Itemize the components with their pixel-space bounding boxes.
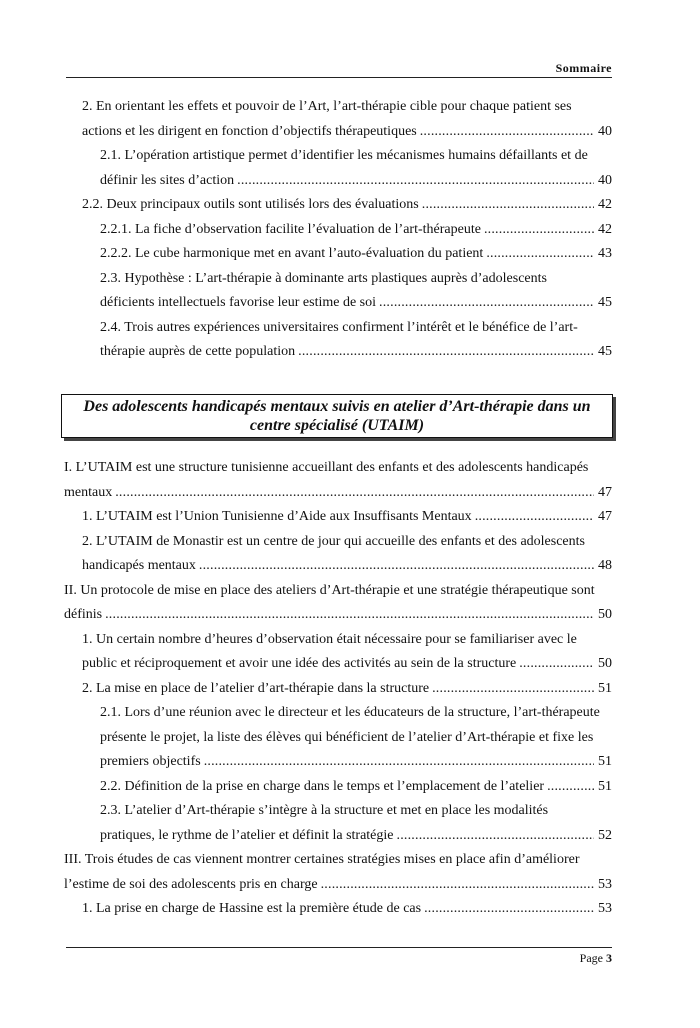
toc-entry-text: 2.3. L’atelier d’Art-thérapie s’intègre à la structure et met en place les modalités	[100, 803, 549, 818]
toc-page-number: 42	[598, 221, 612, 237]
toc-entry-title: 2. La mise en place de l’atelier d’art-thérapie dans la structure	[82, 680, 430, 696]
toc-leader-dots	[432, 677, 594, 702]
toc-leader-dots	[105, 603, 594, 628]
section-title-line1: Des adolescents handicapés mentaux suivis en atelier d’Art-thérapie dans un	[83, 398, 591, 415]
toc-page-number: 51	[598, 754, 612, 769]
toc-page-number: 42	[598, 197, 612, 212]
toc-page-number: 50	[598, 656, 612, 671]
toc-entry[interactable]	[64, 579, 612, 628]
toc-entry[interactable]	[82, 193, 612, 218]
toc-leader-dots	[519, 652, 594, 677]
toc-page-number: 53	[598, 901, 612, 916]
toc-entry-title: définir les sites d’action	[100, 172, 235, 188]
toc-entry-title: pratiques, le rythme de l’atelier et définit la stratégie	[100, 827, 394, 843]
toc-entry[interactable]	[100, 218, 612, 243]
toc-entry[interactable]	[82, 95, 612, 144]
toc-page-number: 50	[598, 607, 612, 622]
toc-entry-text: 2. L’UTAIM de Monastir est un centre de jour qui accueille des enfants et des adolescents	[82, 533, 585, 549]
toc-bottom-list	[64, 456, 612, 922]
toc-entry-title: actions et les dirigent en fonction d’objectifs thérapeutiques	[82, 123, 417, 139]
toc-entry-text: 2.1. L’opération artistique permet d’identifier les mécanismes humains défaillants et de	[100, 148, 588, 163]
toc-leader-dots	[379, 291, 594, 316]
toc-entry-text: I. L’UTAIM est une structure tunisienne accueillant des enfants et des adolescents handicapés	[64, 460, 589, 475]
toc-entry-title: 1. L’UTAIM est l’Union Tunisienne d’Aide aux Insuffisants Mentaux	[82, 509, 472, 524]
toc-entry-title: 2.2.1. La fiche d’observation facilite l’évaluation de l’art-thérapeute	[100, 221, 481, 237]
toc-entry[interactable]	[64, 456, 612, 505]
page-label: Page	[579, 951, 603, 965]
toc-page-number: 45	[598, 295, 612, 310]
toc-leader-dots	[486, 242, 594, 267]
toc-page-number: 40	[598, 123, 612, 139]
toc-entry[interactable]	[82, 628, 612, 677]
toc-leader-dots	[484, 218, 594, 243]
toc-leader-dots	[424, 897, 594, 922]
toc-entry[interactable]	[82, 677, 612, 702]
toc-entry-title: définis	[64, 607, 103, 622]
toc-entry[interactable]	[100, 242, 612, 267]
toc-page-number: 52	[598, 827, 612, 843]
toc-leader-dots	[397, 824, 595, 849]
toc-entry[interactable]	[100, 701, 612, 775]
toc-entry-title: 1. La prise en charge de Hassine est la première étude de cas	[82, 901, 422, 916]
toc-entry[interactable]	[100, 799, 612, 848]
toc-leader-dots	[237, 169, 594, 194]
toc-leader-dots	[199, 554, 594, 579]
toc-entry[interactable]	[100, 316, 612, 365]
toc-page-number: 48	[598, 558, 612, 573]
toc-page-number: 53	[598, 876, 612, 892]
section-title-box	[61, 394, 613, 438]
toc-entry-text: 2.1. Lors d’une réunion avec le directeur et les éducateurs de la structure, l’art-thérapeute	[100, 705, 600, 720]
toc-entry-text: 2. En orientant les effets et pouvoir de l’Art, l’art-thérapie cible pour chaque patient ses	[82, 99, 572, 114]
toc-entry-title: l’estime de soi des adolescents pris en charge	[64, 876, 318, 892]
toc-page-number: 47	[598, 484, 612, 500]
toc-entry-title: mentaux	[64, 484, 113, 500]
toc-leader-dots	[298, 340, 594, 365]
toc-entry-title: déficients intellectuels favorise leur estime de soi	[100, 295, 377, 310]
header-title: Sommaire	[555, 61, 612, 75]
toc-page-number: 51	[598, 778, 612, 794]
toc-entry[interactable]	[82, 505, 612, 530]
page-number	[580, 951, 612, 966]
toc-entry-title: public et réciproquement et avoir une idée des activités au sein de la structure	[82, 656, 517, 671]
toc-leader-dots	[115, 481, 594, 506]
toc-entry-text: 2.3. Hypothèse : L’art-thérapie à dominante arts plastiques auprès d’adolescents	[100, 270, 547, 286]
toc-top-list	[64, 95, 612, 365]
toc-entry-text: II. Un protocole de mise en place des ateliers d’Art-thérapie et une stratégie thérapeutique sont	[64, 582, 595, 598]
toc-entry-title: thérapie auprès de cette population	[100, 344, 296, 359]
header-rule	[66, 77, 612, 78]
toc-page-number: 47	[598, 509, 612, 524]
toc-leader-dots	[422, 193, 594, 218]
toc-entry[interactable]	[82, 897, 612, 922]
toc-leader-dots	[321, 873, 594, 898]
toc-entry-title: handicapés mentaux	[82, 558, 196, 573]
toc-entry-text: 1. Un certain nombre d’heures d’observation était nécessaire pour se familiariser avec le	[82, 631, 577, 647]
toc-entry-text: présente le projet, la liste des élèves qui bénéficient de l’atelier d’Art-thérapie et fixe les	[100, 729, 594, 745]
toc-entry[interactable]	[100, 267, 612, 316]
footer-rule	[66, 947, 612, 948]
toc-leader-dots	[420, 120, 594, 145]
toc-entry[interactable]	[64, 848, 612, 897]
toc-entry-title: premiers objectifs	[100, 754, 201, 769]
toc-page-number: 40	[598, 172, 612, 188]
toc-page-number: 45	[598, 344, 612, 359]
toc-page-number: 43	[598, 246, 612, 261]
toc-entry[interactable]	[100, 775, 612, 800]
section-title-line2: centre spécialisé (UTAIM)	[249, 417, 425, 434]
toc-entry-text: 2.4. Trois autres expériences universitaires confirment l’intérêt et le bénéfice de l’art-	[100, 319, 578, 335]
toc-entry[interactable]	[82, 530, 612, 579]
toc-entry-title: 2.2. Deux principaux outils sont utilisés lors des évaluations	[82, 197, 419, 212]
toc-leader-dots	[547, 775, 594, 800]
toc-page-number: 51	[598, 680, 612, 696]
toc-leader-dots	[475, 505, 594, 530]
toc-entry[interactable]	[100, 144, 612, 193]
toc-entry-title: 2.2. Définition de la prise en charge dans le temps et l’emplacement de l’atelier	[100, 778, 545, 794]
toc-leader-dots	[204, 750, 594, 775]
page-number-value: 3	[606, 951, 612, 965]
toc-entry-title: 2.2.2. Le cube harmonique met en avant l’auto-évaluation du patient	[100, 246, 484, 261]
toc-entry-text: III. Trois études de cas viennent montrer certaines stratégies mises en place afin d’améliorer	[64, 852, 580, 867]
